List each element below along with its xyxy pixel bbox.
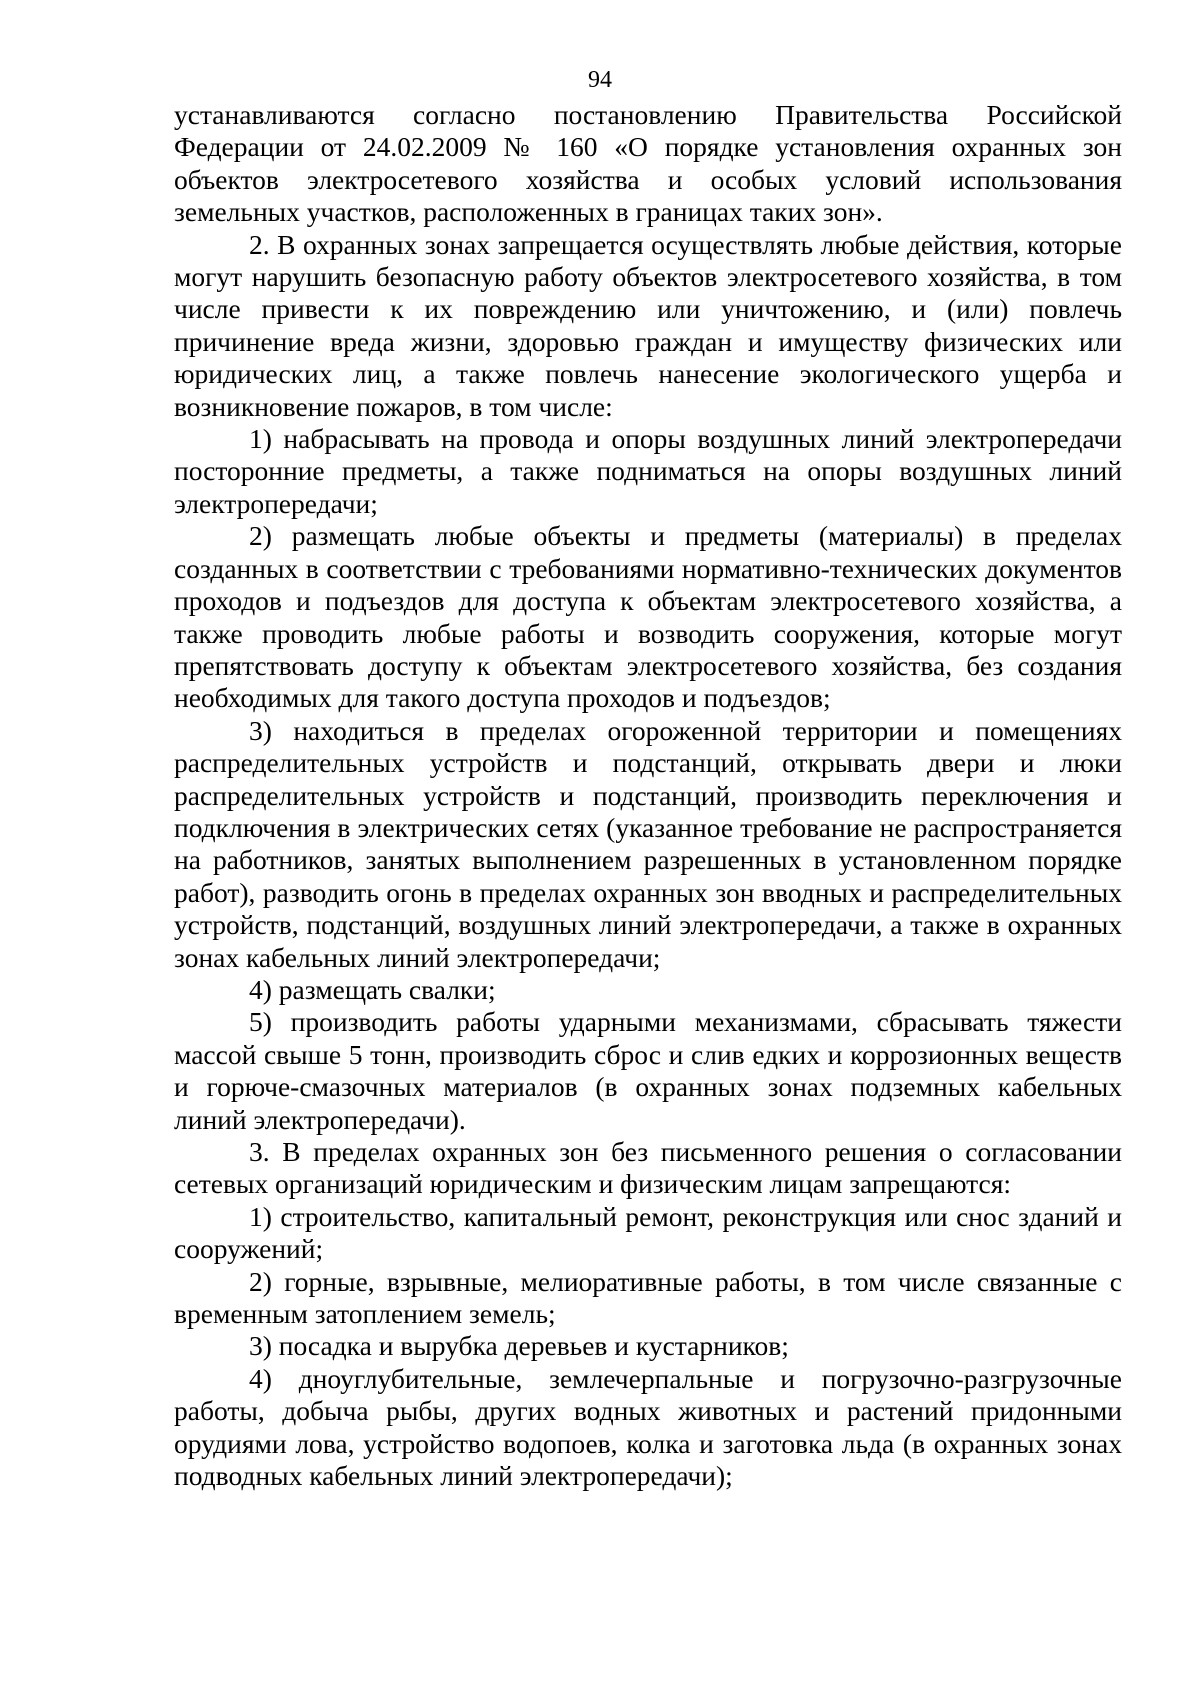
paragraph-item-3: 3. В пределах охранных зон без письменного решения о согласовании сетевых организаций юридическим и физическим лицам запрещаются: (174, 1136, 1122, 1200)
paragraph-item-2: 2. В охранных зонах запрещается осуществлять любые действия, которые могут нарушить безопасную работу объектов электросетевого хозяйства, в том числе привести к их повреждению или уничтожению, и (или) повлечь причинение вреда жизни, здоровью граждан и имуществу физических или юридических лиц, а также повлечь нанесение экологического ущерба и возникновение пожаров, в том числе: (174, 228, 1122, 422)
page-number: 94 (588, 67, 612, 93)
paragraph-subitem-2-1: 1) набрасывать на провода и опоры воздушных линий электропередачи посторонние предметы, а также подниматься на опоры воздушных линий электропередачи; (174, 423, 1122, 519)
paragraph-continuation: устанавливаются согласно постановлению Правительства Российской Федерации от 24.02.2009 № 160 «О порядке установления охранных зон объектов электросетевого хозяйства и особых условий использования земельных участков, расположенных в границах таких зон». (174, 99, 1122, 228)
paragraph-subitem-2-2: 2) размещать любые объекты и предметы (материалы) в пределах созданных в соответствии с требованиями нормативно-технических документов проходов и подъездов для доступа к объектам электросетевого хозяйства, а также проводить любые работы и возводить сооружения, которые могут препятствовать доступу к объектам электросетевого хозяйства, без создания необходимых для такого доступа проходов и подъездов; (174, 520, 1122, 714)
paragraph-subitem-3-4: 4) дноуглубительные, землечерпальные и погрузочно-разгрузочные работы, добыча рыбы, других водных животных и растений придонными орудиями лова, устройство водопоев, колка и заготовка льда (в охранных зонах подводных кабельных линий электропередачи); (174, 1362, 1122, 1492)
paragraph-subitem-2-5: 5) производить работы ударными механизмами, сбрасывать тяжести массой свыше 5 тонн, производить сброс и слив едких и коррозионных веществ и горюче-смазочных материалов (в охранных зонах подземных кабельных линий электропередачи). (174, 1006, 1122, 1135)
paragraph-subitem-2-4: 4) размещать свалки; (249, 973, 496, 1005)
paragraph-subitem-3-2: 2) горные, взрывные, мелиоративные работы, в том числе связанные с временным затоплением земель; (174, 1265, 1122, 1330)
document-body (174, 99, 1122, 1492)
paragraph-subitem-3-1: 1) строительство, капитальный ремонт, реконструкция или снос зданий и сооружений; (174, 1200, 1122, 1265)
paragraph-subitem-3-3: 3) посадка и вырубка деревьев и кустарников; (249, 1330, 789, 1362)
paragraph-subitem-2-3: 3) находиться в пределах огороженной территории и помещениях распределительных устройств и подстанций, открывать двери и люки распределительных устройств и подстанций, производить переключения и подключения в электрических сетях (указанное требование не распространяется на работников, занятых выполнением разрешенных в установленном порядке работ), разводить огонь в пределах охранных зон вводных и распределительных устройств, подстанций, воздушных линий электропередачи, а также в охранных зонах кабельных линий электропередачи; (174, 714, 1122, 973)
